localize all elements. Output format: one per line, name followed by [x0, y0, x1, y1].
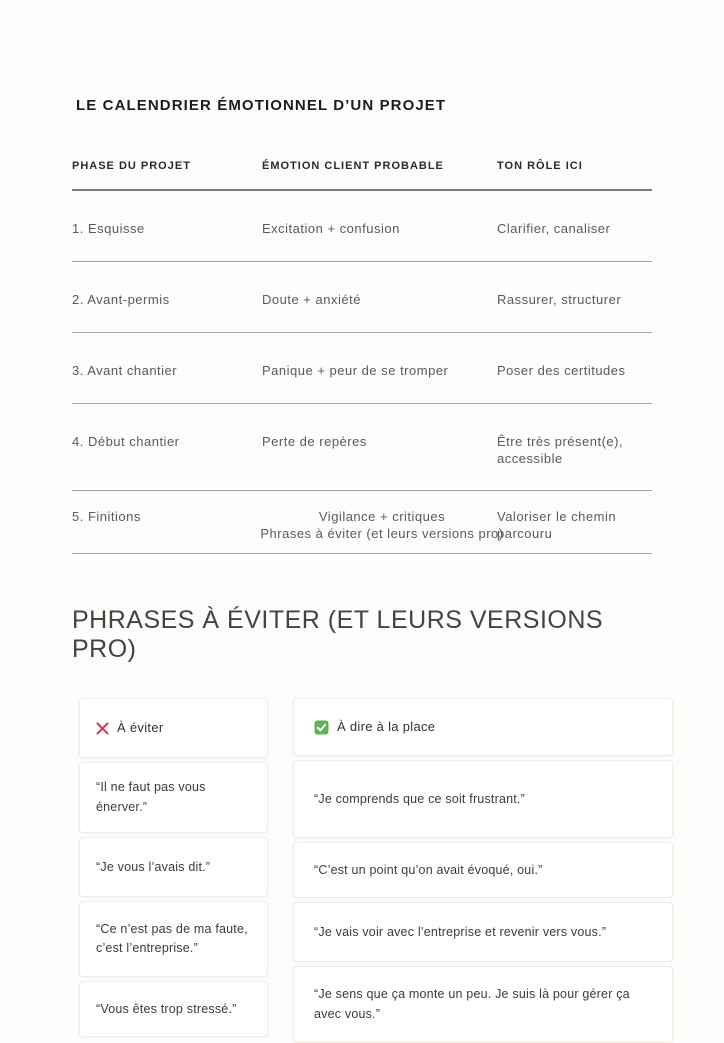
cell-phase: 2. Avant-permis — [72, 291, 170, 307]
cell-emotion-line1: Vigilance + critiques — [318, 509, 446, 525]
cell-phase: 4. Début chantier — [72, 433, 180, 449]
table-row — [72, 404, 652, 492]
say-phrase: “Je sens que ça monte un peu. Je suis là pour gérer ça avec vous.” — [314, 987, 630, 1021]
cell-role: Clarifier, canaliser — [497, 221, 611, 236]
cell-phase: 1. Esquisse — [72, 221, 145, 236]
cell-phase: 3. Avant chantier — [72, 362, 178, 378]
avoid-column — [79, 698, 268, 1043]
say-phrase-card — [293, 842, 673, 898]
cell-phase: 5. Finitions — [72, 509, 141, 525]
cell-emotion: Panique + peur de se tromper — [262, 362, 449, 378]
say-phrase: “C’est un point qu’on avait évoqué, oui.” — [314, 862, 543, 877]
say-column — [293, 698, 673, 1043]
check-icon — [314, 720, 329, 735]
table-row — [72, 491, 652, 554]
emotional-calendar-table — [72, 160, 652, 554]
table-row — [72, 262, 652, 333]
say-phrase-card — [293, 966, 673, 1043]
column-header-role: TON RÔLE ICI — [497, 160, 583, 172]
avoid-column-header — [79, 698, 268, 758]
say-header-label: À dire à la place — [337, 719, 436, 735]
table-row — [72, 333, 652, 404]
cell-role: Poser des certitudes — [497, 362, 626, 378]
avoid-phrase: “Ce n’est pas de ma faute, c’est l’entreprise.” — [96, 921, 248, 956]
avoid-phrase: “Il ne faut pas vous énerver.” — [96, 780, 206, 814]
cell-emotion: Perte de repères — [262, 433, 367, 449]
cell-role: Rassurer, structurer — [497, 291, 622, 307]
say-phrase-card — [293, 760, 673, 838]
avoid-phrase-card — [79, 981, 268, 1037]
avoid-phrase: “Je vous l’avais dit.” — [96, 859, 211, 874]
cell-emotion — [222, 509, 542, 543]
say-phrase-card — [293, 902, 673, 962]
cell-role: Être très présent(e), accessible — [497, 433, 624, 466]
x-icon — [96, 722, 109, 735]
section-title-phrases: PHRASES À ÉVITER (ET LEURS VERSIONS PRO) — [72, 606, 604, 664]
table-header-row — [72, 160, 652, 191]
cell-emotion: Excitation + confusion — [262, 221, 400, 236]
say-phrase: “Je comprends que ce soit frustrant.” — [314, 791, 525, 806]
column-header-emotion: ÉMOTION CLIENT PROBABLE — [262, 160, 444, 172]
say-phrase: “Je vais voir avec l’entreprise et revenir vers vous.” — [314, 924, 607, 939]
cell-role: Valoriser le chemin parcouru — [497, 509, 617, 542]
avoid-phrase-card — [79, 837, 268, 897]
avoid-phrase-card — [79, 762, 268, 833]
phrases-comparison — [79, 698, 673, 1043]
say-column-header — [293, 698, 673, 756]
page-title: LE CALENDRIER ÉMOTIONNEL D’UN PROJET — [76, 97, 447, 114]
cell-emotion-line2: Phrases à éviter (et leurs versions pro) — [260, 526, 504, 542]
avoid-phrase: “Vous êtes trop stressé.” — [96, 1001, 237, 1016]
cell-emotion: Doute + anxiété — [262, 291, 361, 307]
avoid-header-label: À éviter — [117, 720, 164, 736]
table-row — [72, 191, 652, 262]
column-header-phase: PHASE DU PROJET — [72, 160, 191, 172]
avoid-phrase-card — [79, 901, 268, 977]
